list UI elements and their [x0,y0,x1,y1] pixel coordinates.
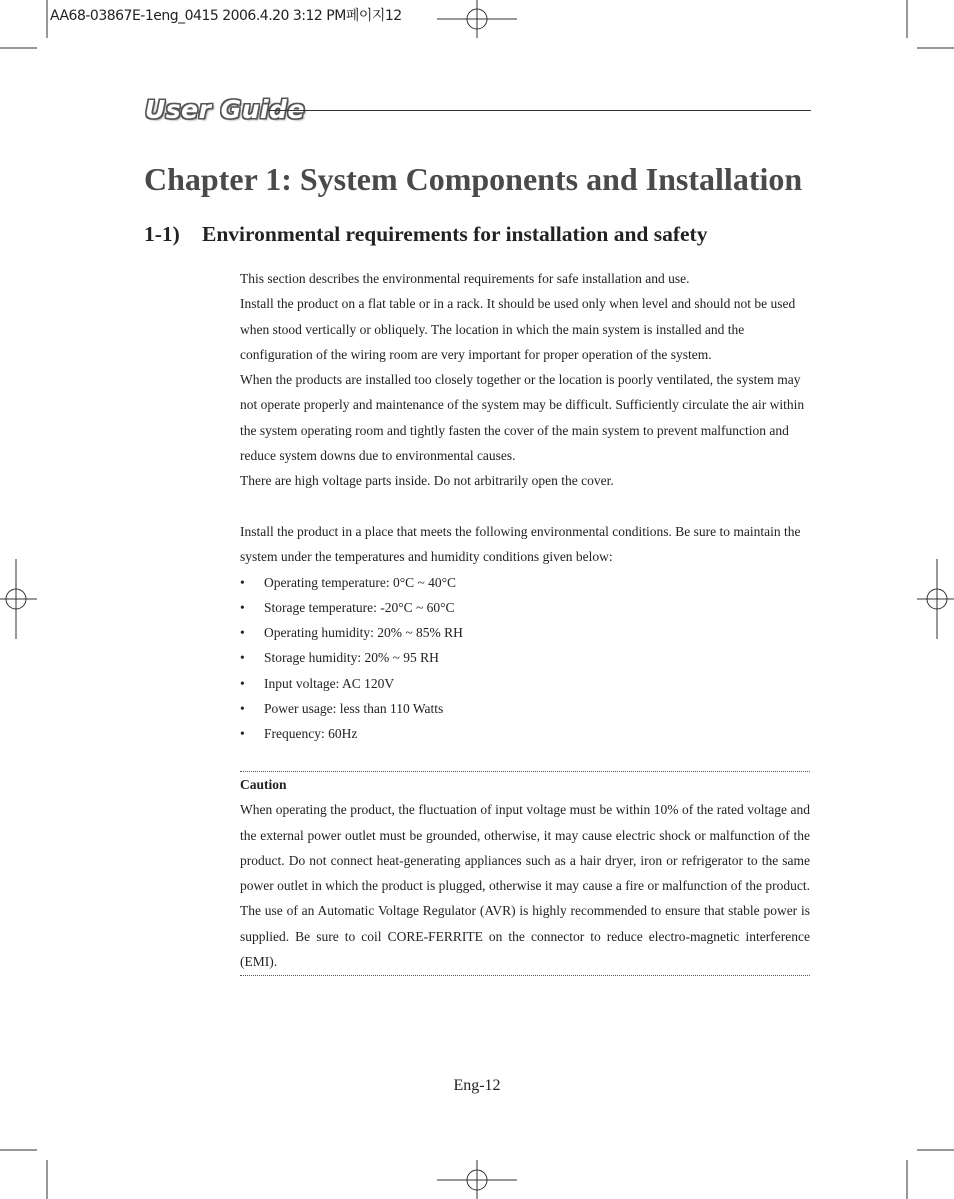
bullet-icon: • [240,625,245,641]
registration-mark-bottom [437,1160,517,1199]
caution-title: Caution [240,777,287,792]
conditions-intro: Install the product in a place that meets the following environmental conditions. Be sure to maintain the system under the temperatures and humidity conditions given below: [240,523,801,565]
header-rule [268,110,811,111]
registration-mark-top [437,0,517,38]
intro-paragraph: This section describes the environmental requirements for safe installation and use. [240,271,690,286]
list-item: • Storage temperature: -20°C ~ 60°C [240,595,810,620]
caution-text: When operating the product, the fluctuation of input voltage must be within 10% of the rated voltage and the external power outlet must be grounded, otherwise, it may cause electric shock or malfunction of the product. Do not connect heat-generating appliances such as a hair dryer, iron or refrigerator to the same power outlet in which the product is plugged, otherwise it may cause a fire or malfunction of the product. The use of an Automatic Voltage Regulator (AVR) is highly recommended to ensure that stable power is supplied. Be sure to coil CORE-FERRITE on the connector to reduce electro-magnetic interference (EMI). [240,802,810,970]
intro-paragraph: When the products are installed too closely together or the location is poorly ventilated, the system may not operate properly and maintenance of the system may be difficult. Sufficiently circulate the air within the system operating room and tightly fasten the cover of the main system to prevent malfunction and reduce system downs due to environmental causes. [240,372,805,464]
section-heading [144,222,707,247]
body-text [240,266,810,747]
page-number: Eng-12 [453,1077,501,1094]
conditions-list [240,570,810,747]
list-item: • Operating humidity: 20% ~ 85% RH [240,620,810,645]
bullet-icon: • [240,675,245,691]
registration-mark-right [917,559,954,639]
intro-paragraph: There are high voltage parts inside. Do not arbitrarily open the cover. [240,473,614,489]
caution-box [240,771,810,976]
intro-paragraph: Install the product on a flat table or in a rack. It should be used only when level and should not be used when stood vertically or obliquely. The location in which the main system is installed and the configuration of the wiring room are very important for proper operation of the system. [240,296,796,362]
bullet-icon: • [240,599,245,615]
list-item: • Input voltage: AC 120V [240,671,810,696]
list-item: • Power usage: less than 110 Watts [240,696,810,721]
section-number: 1-1) [144,222,180,246]
bullet-icon: • [240,726,245,742]
chapter-title: Chapter 1: System Components and Installation [144,161,803,197]
print-slug: AA68-03867E-1eng_0415 2006.4.20 3:12 PM페이지12 [50,8,402,24]
running-header-logo: User Guide [145,95,305,124]
bullet-icon: • [240,574,245,590]
section-title: Environmental requirements for installation and safety [202,222,708,246]
list-item: • Operating temperature: 0°C ~ 40°C [240,570,810,595]
registration-mark-left [0,559,37,639]
list-item: • Frequency: 60Hz [240,721,810,746]
list-item: • Storage humidity: 20% ~ 95 RH [240,645,810,670]
bullet-icon: • [240,701,245,717]
spacer [240,494,810,519]
bullet-icon: • [240,650,245,666]
